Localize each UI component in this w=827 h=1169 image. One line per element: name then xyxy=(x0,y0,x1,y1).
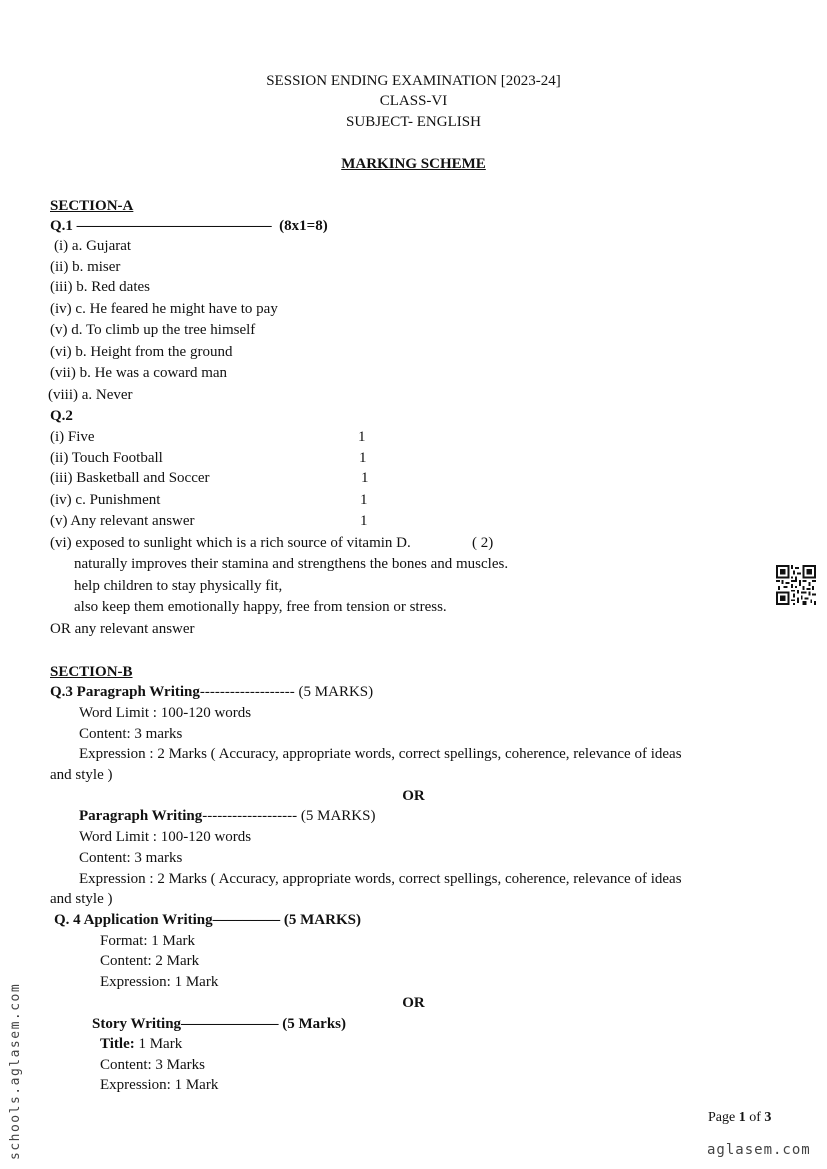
q3-alt-marks: ------------------- (5 MARKS) xyxy=(202,808,376,824)
q3-alt-label xyxy=(79,807,375,825)
q4-expression: Expression: 1 Mark xyxy=(100,974,219,990)
page-current: 1 xyxy=(738,1110,746,1125)
q1-answer: (vii) b. He was a coward man xyxy=(50,365,228,381)
q4-content: Content: 2 Mark xyxy=(100,953,200,969)
q4-format: Format: 1 Mark xyxy=(100,933,195,949)
q3-content: Content: 3 marks xyxy=(79,726,183,742)
q2-or-note: OR any relevant answer xyxy=(50,621,195,637)
exam-title: SESSION ENDING EXAMINATION [2023-24] xyxy=(266,73,561,89)
q2-answer-vi-line: also keep them emotionally happy, free from tension or stress. xyxy=(74,599,447,615)
story-title-label: Title: xyxy=(100,1036,135,1052)
q2-answer-mark: 1 xyxy=(359,450,367,466)
q1-answer: (i) a. Gujarat xyxy=(54,238,132,254)
section-b-heading: SECTION-B xyxy=(50,664,133,680)
q1-label xyxy=(50,217,328,235)
q3-label xyxy=(50,683,373,701)
q3-alt-label-text: Paragraph Writing xyxy=(79,808,203,824)
document-title: MARKING SCHEME xyxy=(341,156,486,172)
q3-expression: Expression : 2 Marks ( Accuracy, appropriate words, correct spellings, coherence, relevance of ideas xyxy=(79,746,682,762)
story-title-line xyxy=(100,1035,182,1053)
story-expression: Expression: 1 Mark xyxy=(100,1077,219,1093)
q2-answer-mark: 1 xyxy=(360,492,368,508)
q2-answer: (ii) Touch Football xyxy=(50,450,163,466)
page-number xyxy=(708,1109,771,1127)
q3-alt-expression: Expression : 2 Marks ( Accuracy, appropriate words, correct spellings, coherence, relevance of ideas xyxy=(79,871,682,887)
page-prefix: Page xyxy=(708,1110,739,1125)
q2-answer: (iii) Basketball and Soccer xyxy=(50,470,210,486)
subject-label: SUBJECT- ENGLISH xyxy=(346,114,481,130)
bottom-watermark: aglasem.com xyxy=(707,1142,811,1158)
q4-label: Q. 4 Application Writing––––––––– (5 MARKS) xyxy=(54,912,361,928)
q1-marks: (8x1=8) xyxy=(279,218,328,234)
q3-word-limit: Word Limit : 100-120 words xyxy=(79,705,252,721)
q2-answer-vi: (vi) exposed to sunlight which is a rich source of vitamin D. xyxy=(50,535,411,551)
q2-answer: (v) Any relevant answer xyxy=(50,513,195,529)
q3-label-text: Q.3 Paragraph Writing xyxy=(50,684,200,700)
q3-expression-cont: and style ) xyxy=(50,767,113,783)
q3-marks: ------------------- (5 MARKS) xyxy=(199,684,374,700)
q3-alt-content: Content: 3 marks xyxy=(79,850,183,866)
q1-answer: (ii) b. miser xyxy=(50,259,121,275)
section-a-heading: SECTION-A xyxy=(50,198,134,214)
story-writing-label: Story Writing––––––––––––– (5 Marks) xyxy=(92,1016,347,1032)
q2-answer-mark: 1 xyxy=(360,513,368,529)
q2-answer: (iv) c. Punishment xyxy=(50,492,161,508)
q3-alt-expression-cont: and style ) xyxy=(50,891,113,907)
q2-answer-vi-line: help children to stay physically fit, xyxy=(74,578,283,594)
q2-answer-mark: 1 xyxy=(358,429,366,445)
q2-answer-vi-line: naturally improves their stamina and strengthens the bones and muscles. xyxy=(74,556,509,572)
page-total: 3 xyxy=(764,1110,772,1125)
page-of: of xyxy=(745,1110,765,1125)
or-divider: OR xyxy=(402,995,425,1011)
q2-answer: (i) Five xyxy=(50,429,95,445)
q3-alt-word-limit: Word Limit : 100-120 words xyxy=(79,829,252,845)
class-label: CLASS-VI xyxy=(379,93,448,109)
qr-code-icon[interactable] xyxy=(776,565,816,605)
story-content: Content: 3 Marks xyxy=(100,1057,205,1073)
q1-answer: (vi) b. Height from the ground xyxy=(50,344,233,360)
q2-label: Q.2 xyxy=(50,408,73,424)
side-watermark: schools.aglasem.com xyxy=(8,982,23,1160)
q1-label-text: Q.1 –––––––––––––––––––––––––– xyxy=(50,218,272,234)
story-title-value: 1 Mark xyxy=(134,1036,183,1052)
or-divider: OR xyxy=(402,788,425,804)
q2-answer-vi-mark: ( 2) xyxy=(472,535,494,551)
q1-answer: (iv) c. He feared he might have to pay xyxy=(50,301,278,317)
q2-answer-mark: 1 xyxy=(361,470,369,486)
q1-answer: (v) d. To climb up the tree himself xyxy=(50,322,256,338)
q1-answer: (iii) b. Red dates xyxy=(50,279,150,295)
q1-answer: (viii) a. Never xyxy=(48,387,133,403)
